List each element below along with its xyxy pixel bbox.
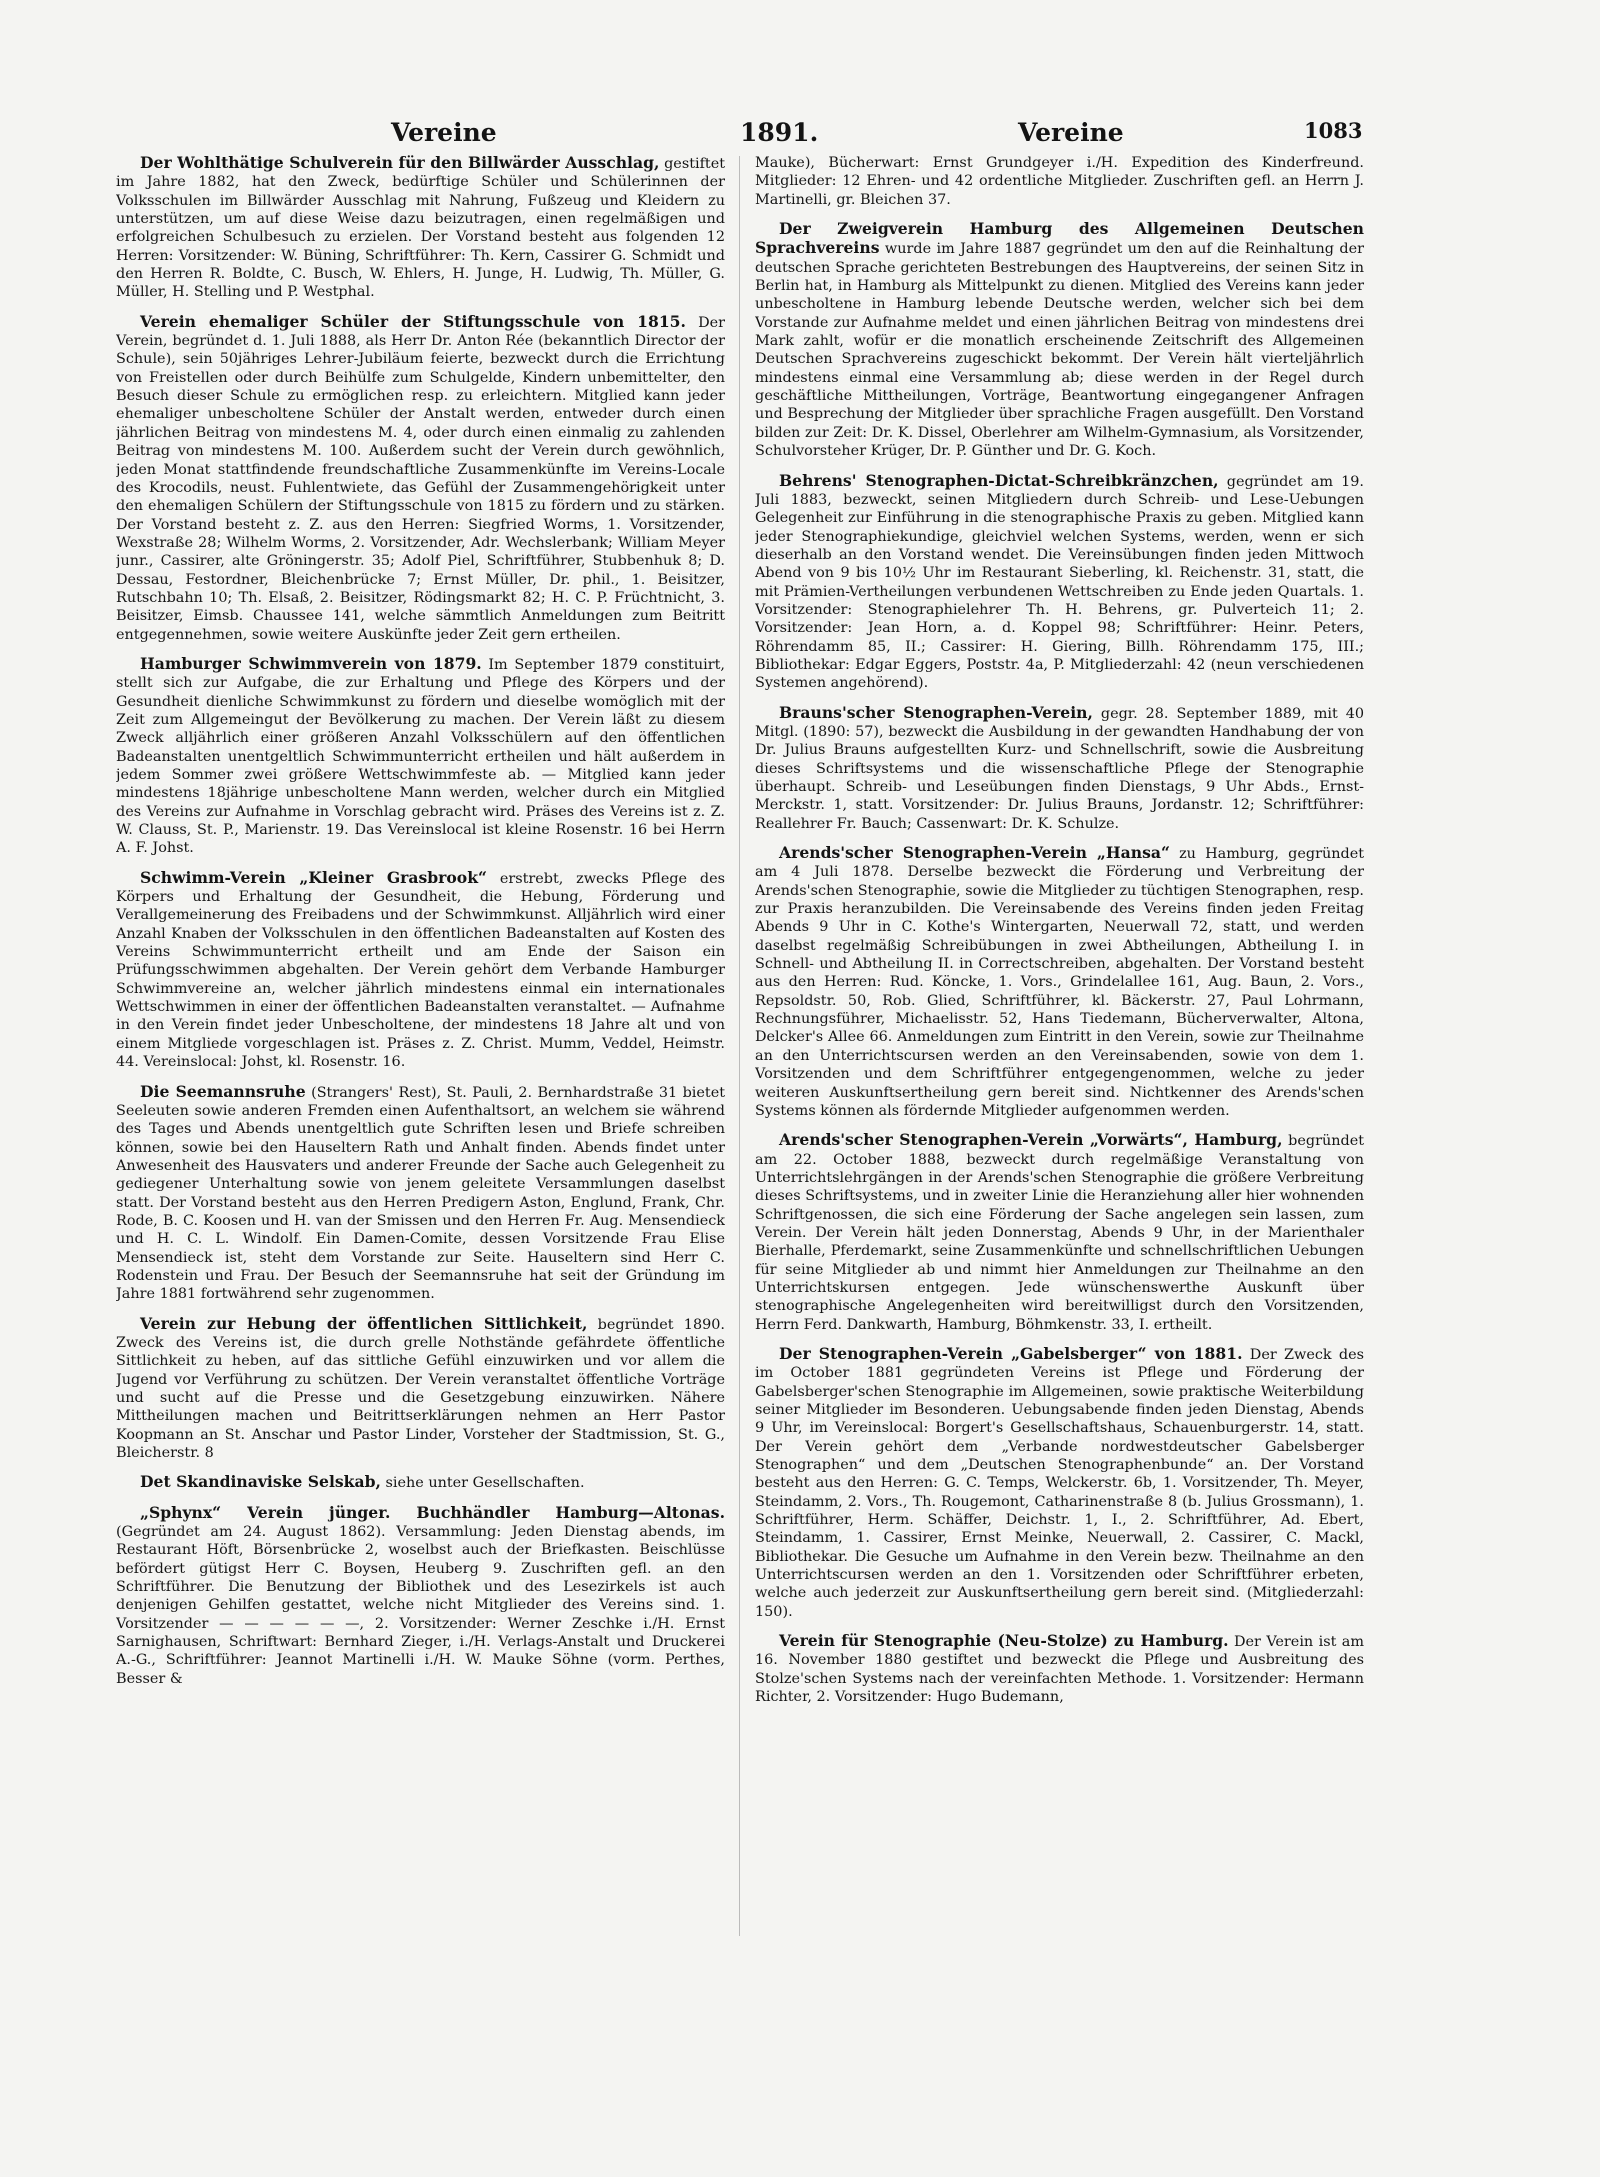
entry-sphynx-continued (755, 154, 1364, 209)
header-left-title: Vereine (391, 118, 497, 147)
entry-body: zu Hamburg, gegründet am 4 Juli 1878. Derselbe bezweckt die Förderung und Verbreitung der Arends'schen Stenographie, sowie die Mitglieder zu tüchtigen Stenographen, resp. zur Praxis heranzubilden. Die Vereinsabende des Vereins finden jeden Freitag Abends 9 Uhr in C. Kothe's Wintergarten, Neuerwall 72, statt, und werden daselbst regelmäßig Schreibübungen in zwei Abtheilungen, Abtheilung I. in Schnell- und Abtheilung II. in Correctschreiben, abgehalten. Der Vorstand besteht aus den Herren: Rud. Köncke, 1. Vors., Grindelallee 161, Aug. Baun, 2. Vors., Repsoldstr. 50, Rob. Glied, Schriftführer, kl. Bäckerstr. 27, Paul Lohrmann, Rechnungsführer, Michaelisstr. 52, Hans Tiedemann, Bücherverwalter, Altona, Delcker's Allee 66. Anmeldungen zum Eintritt in den Verein, sowie zur Theilnahme an den Unterrichtscursen werden an den Vereinsabenden, sowie von dem 1. Vorsitzenden und dem Schriftführer entgegengenommen, welche zu jeder weiteren Auskunftsertheilung gern bereit sind. Nichtkenner des Arends'schen Systems können als fördernde Mitglieder aufgenommen werden. (755, 846, 1364, 1119)
right-column (755, 154, 1364, 1939)
entry-behrens-kraenzchen (755, 472, 1364, 693)
entry-arends-vorwaerts (755, 1131, 1364, 1334)
entry-title: Der Wohlthätige Schulverein für den Billwärder Ausschlag, (140, 154, 660, 172)
entry-body: erstrebt, zwecks Pflege des Körpers und Erhaltung der Gesundheit, die Hebung, Förderung und Verallgemeinerung des Freibadens und der Schwimmkunst. Alljährlich wird einer Anzahl Knaben der Volksschulen in den öffentlichen Badeanstalten auf Kosten des Vereins Schwimmunterricht ertheilt und am Ende der Saison ein Prüfungsschwimmen abgehalten. Der Verein gehört dem Verbande Hamburger Schwimmvereine an, welcher jährlich mindestens einmal ein internationales Wettschwimmen in einer der öffentlichen Badeanstalten veranstaltet. — Aufnahme in den Verein findet jeder Unbescholtene, der mindestens 18 Jahre alt und von einem Mitgliede vorgeschlagen ist. Präses z. Z. Christ. Mumm, Veddel, Heimstr. 44. Vereinslocal: Johst, kl. Rosenstr. 16. (116, 870, 725, 1071)
header-year: 1891. (740, 118, 819, 147)
entry-title: Verein für Stenographie (Neu-Stolze) zu Hamburg. (779, 1631, 1229, 1651)
entry-seemannsruhe (116, 1083, 725, 1304)
entry-brauns-verein (755, 704, 1364, 833)
left-column (116, 154, 725, 1939)
entry-title: Hamburger Schwimmverein von 1879. (140, 653, 482, 673)
entry-body: wurde im Jahre 1887 gegründet um den auf die Reinhaltung der deutschen Sprache gerichteten Bestrebungen des Hauptvereins, der seinen Sitz in Berlin hat, in Hamburg als Mittelpunkt zu dienen. Mitglied des Vereins kann jeder unbescholtene in Hamburg lebende Deutsche werden, welcher sich bei dem Vorstande zur Aufnahme meldet und einen jährlichen Beitrag von mindestens drei Mark zahlt, wofür er die monatlich erscheinende Zeitschrift des Allgemeinen Deutschen Sprachvereins zugeschickt bekommt. Der Verein hält vierteljährlich mindestens einmal eine Versammlung ab; diese werden in der Regel durch geschäftliche Mittheilungen, Vorträge, Beantwortung eingegangener Anfragen und Besprechung der Mitglieder über sprachliche Fragen ausgefüllt. Den Vorstand bilden zur Zeit: Dr. K. Dissel, Oberlehrer am Wilhelm-Gymnasium, als Vorsitzender, Schulvorsteher Krüger, Dr. P. Günther und Dr. G. Koch. (755, 241, 1364, 460)
entry-body: (Strangers' Rest), St. Pauli, 2. Bernhardstraße 31 bietet Seeleuten sowie anderen Fremden einen Aufenthaltsort, an welchem sie während des Tages und Abends unentgeltlich gute Schriften lesen und Briefe schreiben können, sowie bei den Hauseltern Rath und Anhalt finden. Abends findet unter Anwesenheit des Hausvaters und anderer Freunde der Sache auch Gelegenheit zu gediegener Unterhaltung sowie von jenem geleitete Versammlungen daselbst statt. Der Vorstand besteht aus den Herren Predigern Aston, Englund, Frank, Chr. Rode, B. C. Koosen und H. van der Smissen und den Herren Fr. Aug. Mensendieck und H. C. L. Windolf. Ein Damen-Comite, dessen Vorsitzende Frau Elise Mensendieck ist, steht dem Vorstande zur Seite. Hauseltern sind Herr C. Rodenstein und Frau. Der Besuch der Seemannsruhe hat seit der Gründung im Jahre 1881 fortwährend sehr zugenommen. (116, 1084, 725, 1303)
entry-title: Die Seemannsruhe (140, 1081, 306, 1101)
entry-title: Schwimm-Verein „Kleiner Grasbrook“ (140, 867, 487, 887)
entry-sittlichkeit-verein (116, 1315, 725, 1463)
entry-title: Der Stenographen-Verein „Gabelsberger“ von 1881. (779, 1343, 1243, 1363)
running-head (116, 112, 1372, 156)
entry-gabelsberger-verein (755, 1345, 1364, 1621)
entry-title: Behrens' Stenographen-Dictat-Schreibkränzchen, (779, 470, 1219, 490)
entry-stiftungsschule-verein (116, 313, 725, 644)
entry-neu-stolze-verein (755, 1632, 1364, 1706)
entry-title: Det Skandinaviske Selskab, (140, 1472, 381, 1492)
entry-body: begründet am 22. October 1888, bezweckt durch regelmäßige Veranstaltung von Unterrichtslehrgängen in der Arends'schen Stenographie die größere Verbreitung dieses Schriftsystems, und in zweiter Linie die Heranziehung aller hier wohnenden Schriftgenossen, die sich eine Förderung der Sache angelegen sein lassen, zum Verein. Der Verein hält jeden Donnerstag, Abends 9 Uhr, in der Marienthaler Bierhalle, Pferdemarkt, seine Zusammenkünfte und schnellschriftlichen Uebungen für seine Mitglieder ab und nimmt hier Anmeldungen zur Theilnahme an den Unterrichtskursen entgegen. Jede wünschenswerthe Auskunft über stenographische Angelegenheiten wird bereitwilligst durch den Vorsitzenden, Herrn Ferd. Dankwarth, Hamburg, Böhmkenstr. 33, I. ertheilt. (755, 1133, 1364, 1333)
entry-skandinaviske-selskab (116, 1473, 725, 1492)
entry-body: gegr. 28. September 1889, mit 40 Mitgl. (1890: 57), bezweckt die Ausbildung in der gewandten Handhabung der von Dr. Julius Brauns aufgestellten Kurz- und Schnellschrift, sowie die Ausbreitung dieses Schriftsystems und die wissenschaftliche Pflege der Stenographie überhaupt. Schreib- und Leseübungen finden Dienstags, 9 Uhr Abds., Ernst-Merckstr. 1, statt. Vorsitzender: Dr. Julius Brauns, Jordanstr. 12; Schriftführer: Reallehrer Fr. Bauch; Cassenwart: Dr. K. Schulze. (755, 705, 1364, 832)
entry-title: „Sphynx“ Verein jünger. Buchhändler Hamburg—Altonas. (140, 1502, 725, 1522)
gazetteer-page (116, 112, 1372, 1942)
entry-body: Im September 1879 constituirt, stellt sich zur Aufgabe, die zur Erhaltung und Pflege des Körpers und der Gesundheit dienliche Schwimmkunst zu fördern und dieselbe womöglich mit der Zeit zum Allgemeingut der Bevölkerung zu machen. Der Verein läßt zu diesem Zweck alljährlich einer größeren Anzahl Volksschülern auf den öffentlichen Badeanstalten unentgeltlich Schwimmunterricht ertheilen und hält außerdem in jedem Sommer zwei größere Wettschwimmfeste ab. — Mitglied kann jeder mindestens 18jährige unbescholtene Mann werden, welcher durch ein Mitglied des Vereins zur Aufnahme in Vorschlag gebracht wird. Präses des Vereins ist z. Z. W. Clauss, St. P., Marienstr. 19. Das Vereinslocal ist kleine Rosenstr. 16 bei Herrn A. F. Johst. (116, 656, 725, 857)
entry-sprachverein (755, 220, 1364, 460)
entry-hamburger-schwimmverein (116, 655, 725, 858)
entry-billwaerder-schulverein (116, 154, 725, 302)
header-right-title: Vereine (1018, 118, 1124, 147)
entry-sphynx-verein (116, 1504, 725, 1688)
entry-title: Verein zur Hebung der öffentlichen Sittlichkeit, (140, 1313, 588, 1333)
entry-title: Arends'scher Stenographen-Verein „Vorwärts“, Hamburg, (779, 1130, 1283, 1150)
entry-body: Mauke), Bücherwart: Ernst Grundgeyer i./H. Expedition des Kinderfreund. Mitglieder: 12 Ehren- und 42 ordentliche Mitglieder. Zuschriften gefl. an Herrn J. Martinelli, gr. Bleichen 37. (755, 155, 1364, 208)
entry-body: (Gegründet am 24. August 1862). Versammlung: Jeden Dienstag abends, im Restaurant Höft, Börsenbrücke 2, woselbst auch der Briefkasten. Beischlüsse befördert gütigst Herr C. Boysen, Heuberg 9. Zuschriften gefl. an den Schriftführer. Die Benutzung der Bibliothek und des Lesezirkels ist auch denjenigen Gehilfen gestattet, welche nicht Mitglieder des Vereins sind. 1. Vorsitzender — — — — — —, 2. Vorsitzender: Werner Zeschke i./H. Ernst Sarnighausen, Schriftwart: Bernhard Zieger, i./H. Verlags-Anstalt und Druckerei A.-G., Schriftführer: Jeannot Martinelli i./H. W. Mauke Söhne (vorm. Perthes, Besser & (116, 1524, 725, 1687)
entry-title: Verein ehemaliger Schüler der Stiftungsschule von 1815. (140, 311, 686, 331)
page-number: 1083 (1304, 118, 1363, 143)
entry-body: Der Zweck des im October 1881 gegründeten Vereins ist Pflege und Förderung der Gabelsberger'schen Stenographie im Allgemeinen, sowie praktische Weiterbildung seiner Mitglieder im Besonderen. Uebungsabende finden jeden Dienstag, Abends 9 Uhr, im Vereinslocal: Borgert's Gesellschaftshaus, Schauenburgerstr. 14, statt. Der Verein gehört dem „Verbande nordwestdeutscher Gabelsberger Stenographen“ und dem „Deutschen Stenographenbunde“ an. Der Vorstand besteht aus den Herren: G. C. Temps, Welckerstr. 6b, 1. Vorsitzender, Th. Meyer, Steindamm, 2. Vors., Th. Rougemont, Catharinenstraße 8 (b. Julius Grossmann), 1. Schriftführer, Herm. Schäffer, Deichstr. 1, I., 2. Schriftführer, Ad. Ebert, Steindamm, 1. Cassirer, Ernst Meinke, Neuerwall, 2. Cassirer, C. Mackl, Bibliothekar. Die Gesuche um Aufnahme in den Verein bezw. Theilnahme an den Unterrichtscursen werden an den 1. Vorsitzenden oder Schriftführer erbeten, welche auch jederzeit zur Auskunftsertheilung gern bereit sind. (Mitgliederzahl: 150). (755, 1346, 1364, 1620)
entry-body: gegründet am 19. Juli 1883, bezweckt, seinen Mitgliedern durch Schreib- und Lese-Uebungen Gelegenheit zur Einführung in die stenographische Praxis zu geben. Mitglied kann jeder Stenographiekundige, gleichviel welchen Systems, werden, wenn er sich dieserhalb an den Vorstand wendet. Die Vereinsübungen finden jeden Mittwoch Abend von 9 bis 10½ Uhr im Restaurant Sieberling, kl. Reichenstr. 31, statt, die mit Prämien-Vertheilungen verbundenen Wettschreiben zu Ende jeden Quartals. 1. Vorsitzender: Stenographielehrer Th. H. Behrens, gr. Pulverteich 11; 2. Vorsitzender: Jean Horn, a. d. Koppel 98; Schriftführer: Heinr. Peters, Röhrendamm 85, II.; Cassirer: H. Giering, Billh. Röhrendamm 175, III.; Bibliothekar: Edgar Eggers, Poststr. 4a, P. Mitgliederzahl: 42 (neun verschiedenen Systemen angehörend). (755, 473, 1364, 692)
column-divider (739, 156, 740, 1936)
entry-body: gestiftet im Jahre 1882, hat den Zweck, bedürftige Schüler und Schülerinnen der Volksschulen im Billwärder Ausschlag mit Nahrung, Fußzeug und Kleidern zu unterstützen, um auf diese Weise dazu beizutragen, einen regelmäßigen und erfolgreichen Schulbesuch zu erzielen. Der Vorstand besteht aus folgenden 12 Herren: Vorsitzender: W. Büning, Schriftführer: Th. Kern, Cassirer G. Schmidt und den Herren R. Boldte, C. Busch, W. Ehlers, H. Junge, H. Ludwig, Th. Müller, G. Müller, H. Stelling und P. Westphal. (116, 156, 725, 301)
entry-body: Der Verein, begründet d. 1. Juli 1888, als Herr Dr. Anton Rée (bekanntlich Director der Schule), sein 50jähriges Lehrer-Jubiläum feierte, bezweckt durch die Errichtung von Freistellen oder durch Beihülfe zum Schulgelde, Kindern unbemittelter, den Besuch dieser Schule zu ermöglichen resp. zu erleichtern. Mitglied kann jeder ehemaliger unbescholtene Schüler der Anstalt werden, entweder durch einen jährlichen Beitrag von mindestens M. 4, oder durch einen einmalig zu zahlenden Beitrag von mindestens M. 100. Außerdem sucht der Verein durch gewöhnlich, jeden Monat stattfindende freundschaftliche Zusammenkünfte im Vereins-Locale des Krocodils, neust. Fuhlentwiete, das Gefühl der Zusammengehörigkeit unter den ehemaligen Schülern der Stiftungsschule von 1815 zu fördern und zu stärken. Der Vorstand besteht z. Z. aus den Herren: Siegfried Worms, 1. Vorsitzender, Wexstraße 28; Wilhelm Worms, 2. Vorsitzender, Adr. Wechslerbank; William Meyer junr., Cassirer, alte Gröningerstr. 35; Adolf Piel, Schriftführer, Stubbenhuk 8; D. Dessau, Festordner, Bleichenbrücke 7; Ernst Müller, Dr. phil., 1. Beisitzer, Rutschbahn 10; Th. Elsaß, 2. Beisitzer, Rödingsmarkt 82; H. C. P. Früchtnicht, 3. Beisitzer, Eimsb. Chaussee 141, welche sämmtlich Anmeldungen zum Beitritt entgegennehmen, sowie weitere Auskünfte jeder Zeit gern ertheilen. (116, 314, 725, 643)
entry-body: begründet 1890. Zweck des Vereins ist, die durch grelle Nothstände gefährdete öffentliche Sittlichkeit zu heben, auf das sittliche Gefühl einzuwirken und vor allem die Jugend vor Verführung zu schützen. Der Verein veranstaltet öffentliche Vorträge und sucht auf die Presse und die Gesetzgebung einzuwirken. Nähere Mittheilungen machen und Beitrittserklärungen nehmen an Herr Pastor Koopmann an St. Anschar und Pastor Linder, Vorsteher der Stadtmission, St. G., Bleicherstr. 8 (116, 1316, 725, 1462)
entry-title: Der Zweigverein Hamburg des Allgemeinen Deutschen Sprachvereins (755, 219, 1364, 258)
entry-body: Der Verein ist am 16. November 1880 gestiftet und bezweckt die Pflege und Ausbreitung des Stolze'schen Systems nach der vereinfachten Methode. 1. Vorsitzender: Hermann Richter, 2. Vorsitzender: Hugo Budemann, (755, 1634, 1364, 1706)
entry-arends-hansa (755, 844, 1364, 1120)
entry-schwimmverein-grasbrook (116, 869, 725, 1072)
entry-title: Arends'scher Stenographen-Verein „Hansa“ (779, 843, 1170, 863)
entry-title: Brauns'scher Stenographen-Verein, (779, 702, 1093, 722)
entry-body: siehe unter Gesellschaften. (385, 1475, 585, 1492)
